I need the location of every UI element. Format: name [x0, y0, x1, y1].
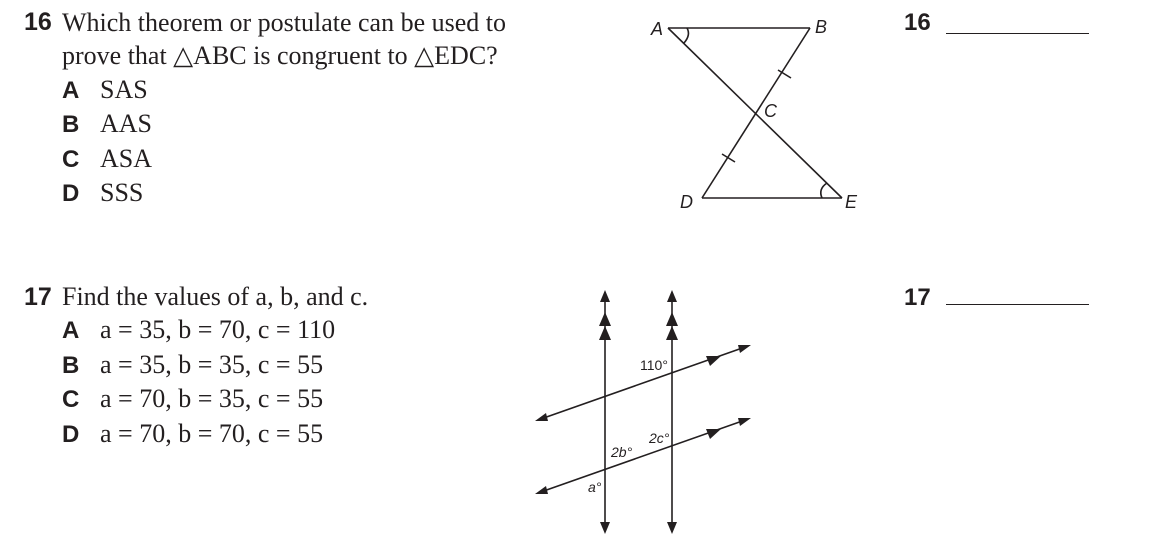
vertex-label-a: A [651, 19, 664, 39]
arrowhead [535, 413, 548, 421]
choice-text: ASA [100, 144, 153, 173]
vertex-label-c: C [764, 101, 777, 121]
q16-choice-c[interactable] [62, 144, 152, 178]
arrowhead [600, 522, 610, 534]
choice-letter: C [62, 146, 80, 173]
choice-letter: D [62, 180, 80, 207]
q17-choice-d[interactable] [62, 419, 323, 453]
arrowhead [738, 345, 751, 353]
choice-text: AAS [100, 109, 153, 138]
tick-mark-dc [722, 154, 735, 162]
vertex-label-e: E [845, 192, 858, 212]
q17-choice-a[interactable] [62, 315, 335, 349]
vertex-label-d: D [680, 192, 693, 212]
segment-bd [702, 28, 810, 198]
choice-letter: C [62, 386, 80, 413]
question-17-number: 17 [24, 283, 52, 311]
answer-17-label: 17 [904, 284, 931, 311]
choice-text: SAS [100, 75, 148, 104]
q16-choice-b[interactable] [62, 109, 152, 143]
choice-letter: B [62, 352, 80, 379]
angle-label-a: a° [588, 479, 602, 495]
slanted-line-upper [538, 346, 748, 420]
segment-ae [668, 28, 842, 198]
q16-choice-d[interactable] [62, 178, 143, 212]
choice-text: a = 35, b = 35, c = 55 [100, 350, 324, 379]
choice-letter: A [62, 77, 80, 104]
question-16-number: 16 [24, 8, 52, 36]
choice-letter: D [62, 421, 80, 448]
arrowhead [600, 290, 610, 302]
angle-a-arc [684, 28, 688, 43]
q17-choice-b[interactable] [62, 350, 323, 384]
parallel-mark [706, 429, 721, 439]
parallel-mark [706, 356, 721, 366]
question-16-text-line2: prove that △ABC is congruent to △EDC? [62, 41, 498, 70]
arrowhead [667, 522, 677, 534]
answer-16-label: 16 [904, 9, 931, 36]
vertex-label-b: B [815, 17, 828, 37]
tick-mark-bc [778, 70, 791, 78]
angle-e-arc [821, 183, 827, 198]
question-16-text-line1: Which theorem or postulate can be used to [62, 8, 507, 37]
parallel-mark [599, 312, 611, 326]
choice-text: a = 70, b = 35, c = 55 [100, 384, 324, 413]
q16-choice-a[interactable] [62, 75, 148, 109]
choice-text: SSS [100, 178, 144, 207]
choice-letter: B [62, 111, 80, 138]
choice-text: a = 35, b = 70, c = 110 [100, 315, 336, 344]
q17-choice-c[interactable] [62, 384, 323, 418]
choice-text: a = 70, b = 70, c = 55 [100, 419, 324, 448]
answer-17-blank[interactable] [946, 304, 1089, 305]
angle-label-2b: 2b° [611, 444, 633, 460]
parallel-mark [666, 326, 678, 340]
arrowhead [535, 486, 548, 494]
angle-label-110: 110° [640, 357, 668, 373]
question-17-text: Find the values of a, b, and c. [62, 282, 369, 311]
answer-16-blank[interactable] [946, 33, 1089, 34]
parallel-mark [599, 326, 611, 340]
arrowhead [738, 418, 751, 426]
choice-letter: A [62, 317, 80, 344]
slanted-line-lower [538, 419, 748, 493]
parallel-mark [666, 312, 678, 326]
angle-label-2c: 2c° [649, 430, 670, 446]
arrowhead [667, 290, 677, 302]
